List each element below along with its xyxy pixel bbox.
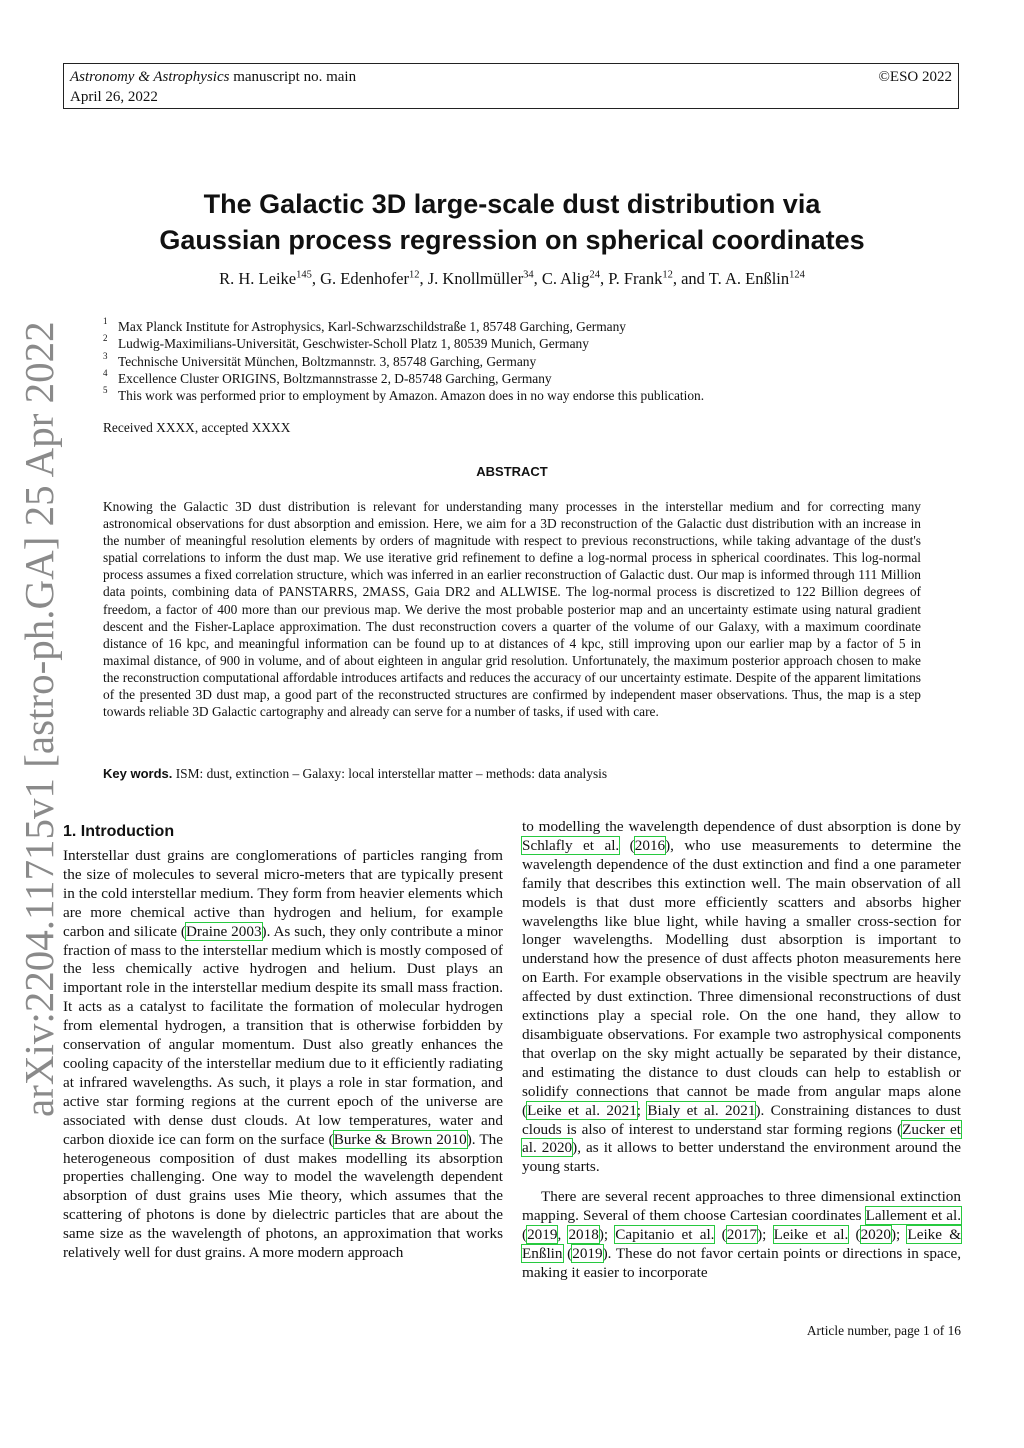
section-heading: 1. Introduction	[63, 823, 175, 840]
affiliations	[103, 318, 923, 404]
citation-link[interactable]: Lallement et al.	[865, 1207, 961, 1225]
author: C. Alig$^{24}$,	[541, 269, 609, 288]
manuscript-number: manuscript no. main	[233, 69, 357, 85]
affiliation-item: 1 Max Planck Institute for Astrophysics, Karl-Schwarzschildstraße 1, 85748 Garching, Germany	[103, 316, 626, 334]
paragraph: There are several recent approaches to three dimensional extinction mapping. Several of them choose Cartesian coordinates Lallement et al. (2019, 2018); Capitanio et al. (2017); Leike et al. (2020); Leike & Enßlin (2019). These do not favor certain points or directions in space, making it easier to incorporate	[522, 1188, 962, 1281]
title-line-1: The Galactic 3D large-scale dust distribution via	[203, 189, 821, 219]
author: T. A. Enßlin$^{124}$	[708, 269, 805, 288]
citation-link[interactable]: Leike et al.	[773, 1226, 849, 1244]
citation-link[interactable]: Bialy et al. 2021	[647, 1101, 756, 1119]
arxiv-stamp[interactable]: arXiv:2204.11715v1 [astro-ph.GA] 25 Apr 2022	[16, 321, 62, 1117]
abstract-heading: ABSTRACT	[476, 464, 548, 479]
citation-link[interactable]: 2016	[634, 836, 666, 854]
keywords	[103, 766, 607, 782]
right-column	[522, 818, 961, 1283]
citation-link[interactable]: 2019	[572, 1244, 603, 1262]
affiliation-item: 4 Excellence Cluster ORIGINS, Boltzmannstrasse 2, D-85748 Garching, Germany	[103, 367, 552, 386]
citation-link[interactable]: Draine 2003	[185, 922, 262, 940]
citation-link[interactable]: Leike et al. 2021	[527, 1101, 637, 1119]
citation-link[interactable]: Capitanio et al.	[615, 1226, 715, 1244]
affiliation-item: 3 Technische Universität München, Boltzmannstr. 3, 85748 Garching, Germany	[103, 350, 537, 369]
page-footer: Article number, page 1 of 16	[806, 1323, 961, 1338]
author: P. Frank$^{12}$, and	[608, 269, 709, 288]
abstract-text: Knowing the Galactic 3D dust distribution is relevant for understanding many processes in the interstellar medium and for correcting many astronomical observations for dust absorption and emission. Here, we aim for a 3D reconstruction of the Galactic dust distribution with an increase in the number of meaningful resolution elements by orders of magnitude with respect to previous reconstructions, while taking advantage of the dust's spatial correlations to inform the dust map. We use iterative grid refinement to define a log-normal process in spherical coordinates. This log-normal process assumes a fixed correlation structure, which was inferred in an earlier reconstruction of Galactic dust. Our map is informed through 111 Million data points, combining data of PANSTARRS, 2MASS, Gaia DR2 and ALLWISE. The log-normal process is discretized to 122 Billion degrees of freedom, a factor of 400 more than our previous map. We derive the most probable posterior map and an uncertainty estimate using natural gradient descent and the Fisher-Laplace approximation. The dust reconstruction covers a quarter of the volume of our Galaxy, with a maximum coordinate distance of 16 kpc, and meaningful information can be found up to at distances of 4 kpc, still improving upon our earlier map by a factor of 5 in maximal distance, of 900 in volume, and of about eighteen in angular grid resolution. Unfortunately, the maximum posterior approach chosen to make the reconstruction computational affordable introduces artifacts and reduces the accuracy of our uncertainty estimate. Despite of the apparent limitations of the presented 3D dust map, a good part of the reconstructed structures are confirmed by independent maser observations. Thus, the map is a step towards reliable 3D Galactic cartography and already can serve for a number of tasks, if used with care.	[103, 499, 921, 720]
keywords-text: ISM: dust, extinction – Galaxy: local interstellar matter – methods: data analysis	[175, 766, 608, 781]
citation-link[interactable]: 2017	[726, 1226, 758, 1244]
citation-link[interactable]: 2018	[568, 1226, 599, 1244]
author-list	[63, 268, 961, 290]
copyright: ©ESO 2022	[878, 69, 952, 85]
citation-link[interactable]: Leike & Enßlin	[522, 1226, 962, 1262]
received-line: Received XXXX, accepted XXXX	[103, 420, 291, 435]
paragraph: to modelling the wavelength dependence of dust absorption is done by Schlafly et al. (2016), who use measurements to determine the wavelength dependence of the dust extinction and find a one parameter family that describes this extinction well. The main observation of all models is that dust more efficiently scatters and absorbs higher wavelengths like blue light, while having a smaller cross-section for longer wavelengths. Modelling dust absorption is important to understand how the presence of dust affects photon measurements here on Earth. For example observations in the visible spectrum are heavily affected by dust extinction. Three dimensional reconstructions of dust extinctions play a special role. On the one hand, they allow to disambiguate observations. For example two astrophysical components that overlap on the sky might actually be separated by their distance, and estimating the distance to dust clouds can help to establish or solidify connections that cannot be made from angular maps alone (Leike et al. 2021; Bialy et al. 2021). Constraining distances to dust clouds is also of interest to understand star forming regions (Zucker et al. 2020), as it allows to better understand the environment around the young starts.	[522, 818, 962, 1176]
affiliation-item: 2 Ludwig-Maximilians-Universität, Geschwister-Scholl Platz 1, 80539 Munich, Germany	[103, 333, 589, 352]
citation-link[interactable]: 2019	[527, 1226, 558, 1244]
citation-link[interactable]: Schlafly et al.	[522, 836, 620, 854]
author: J. Knollmüller$^{34}$,	[427, 269, 542, 288]
citation-link[interactable]: Burke & Brown 2010	[333, 1130, 467, 1148]
author: R. H. Leike$^{145}$,	[219, 269, 321, 288]
citation-link[interactable]: 2020	[860, 1226, 891, 1244]
header-date: April 26, 2022	[70, 89, 158, 105]
affiliation-item: 5 This work was performed prior to employment by Amazon. Amazon does in no way endorse this publication.	[103, 385, 705, 404]
keywords-label: Key words.	[103, 766, 173, 781]
journal-line	[70, 67, 952, 87]
left-column: Interstellar dust grains are conglomerations of particles ranging from the size of molecules to several micro-meters that are typically present in the cold interstellar medium. They form from heavier elements which are more chemical active than hydrogen and helium, for example carbon and silicate (Draine 2003). As such, they only contribute a minor fraction of mass to the interstellar medium which is mostly composed of the less chemically active hydrogen and helium. Dust plays an important role in the interstellar medium despite its small mass fraction. It acts as a catalyst to facilitate the formation of molecular hydrogen from elemental hydrogen, a transition that is otherwise forbidden by conservation of angular momentum. Dust also greatly enhances the cooling capacity of the interstellar medium due to it efficiently radiating at infrared wavelengths. As such, it plays a role in star formation, and active star forming regions at the current epoch of the universe are associated with dense dust clouds. At low temperatures, water and carbon dioxide ice can form on the surface (Burke & Brown 2010). The heterogeneous composition of dust makes modelling its absorption properties challenging. One way to model the wavelength dependent absorption of dust grains uses Mie theory, which assumes that the scattering of photons is done by dielectric particles that are about the same size as the wavelength of photons, an approximation that works relatively well for dust grains. A more modern approach	[63, 847, 503, 1262]
paper-title	[63, 186, 961, 258]
author: G. Edenhofer$^{12}$,	[320, 269, 428, 288]
journal-name: Astronomy & Astrophysics	[70, 69, 230, 85]
title-line-2: Gaussian process regression on spherical coordinates	[159, 225, 865, 255]
citation-link[interactable]: Zucker et al. 2020	[522, 1120, 961, 1157]
running-header	[63, 63, 959, 109]
